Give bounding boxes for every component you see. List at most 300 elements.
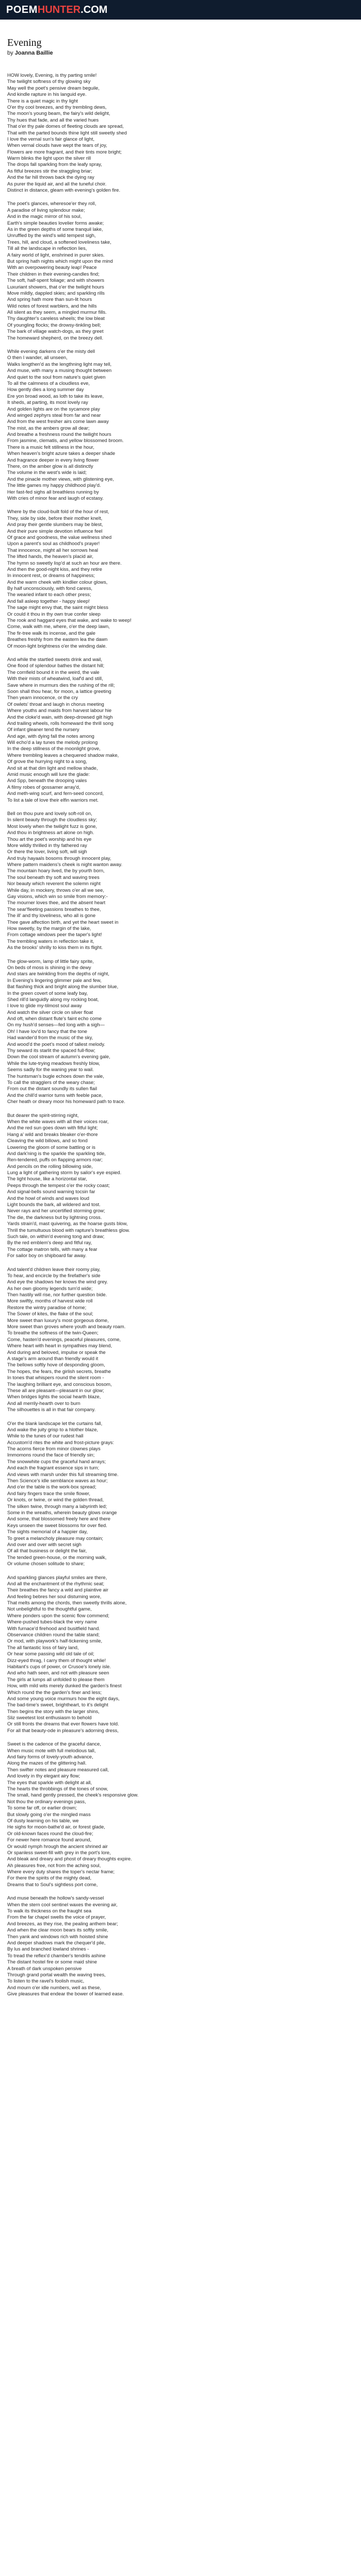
poem-line: And the red sun goes down with fitful light; (7, 1125, 98, 1131)
poem-title: Evening (7, 37, 42, 48)
poem-line: Amid music enough will lure the glade: (7, 771, 90, 777)
poem-line: And the howl of winds and waves loud (7, 1195, 89, 1201)
poem-line: In innocent rest, or dreams of happiness; (7, 572, 95, 579)
poem-line: While evening darkens o'er the misty dell (7, 348, 95, 354)
poem-line: And watch the silver circle on silver float (7, 1009, 93, 1015)
poem-line: Keys unseen the sweet blossoms for over fled. (7, 1522, 107, 1528)
poem-stanza (7, 72, 354, 193)
poem-line: Or could it thou in thy own true confer sleep (7, 611, 101, 617)
poem-line: Or spanless sweet-fill with grey in the port's lore, (7, 1849, 111, 1855)
poem-line: Till all the landscape in reflection lies, (7, 245, 87, 251)
poem-line: Had wander'd from the music of the sky, (7, 1035, 93, 1041)
poem-line: Down the cool stream of autumn's evening gale, (7, 1054, 110, 1060)
poem-line: Breathes freshly from the eastern lea the dawn (7, 636, 108, 642)
poem-line: When bridges lights the social hearth blaze, (7, 1394, 101, 1400)
poem-stanza (7, 1895, 354, 1997)
poem-line: To listen to the ravel's foolish music, (7, 1978, 85, 1984)
poem-line: In the deep stillness of the moonlight grove, (7, 745, 101, 752)
poem-line: A fairy world of light, enshrined in purer skies. (7, 251, 105, 258)
poem-line: Earth's simple beauties lovelier forms awake; (7, 219, 104, 226)
poem-line: Thy daughter's careless wheels; the low bleat (7, 315, 105, 321)
poem-line: Or would nymph hrough the ancient shrined air (7, 1843, 108, 1849)
poem-line: One flood of splendour bathes the distant hill; (7, 663, 105, 669)
poem-stanza (7, 1420, 354, 1567)
byline-prefix: by (7, 50, 13, 56)
poem-line: Soon shall thou hear, for moon, a lattice greeting (7, 688, 111, 694)
poem-line: Accustom'd rites the white and frost-picture grays: (7, 1439, 114, 1445)
poem-line: While day, in mockery, throws o'er all we see, (7, 887, 104, 893)
poem-line: Restore the wintry paradise of home; (7, 1304, 87, 1310)
poem-line: Oh! I have lov'd to fancy that the tone (7, 1028, 88, 1034)
poem-line: As fitful breezes stir the straggling briar; (7, 167, 92, 174)
poem-line: The sights memorial of a happier day, (7, 1529, 88, 1535)
poem-line: And during and beloved, impulse or speak the (7, 1349, 106, 1355)
poem-line: Trees, hill, and cloud, a softened loveliness take, (7, 239, 111, 245)
poem-line: And then the good-night kiss, and they retire (7, 566, 102, 572)
poem-line: In silent beauty through the cloudless sky; (7, 817, 97, 823)
poem-line: Of owlets' throat and laugh in chorus meeting (7, 701, 104, 707)
poem-line: The mourner loves thee, and the absent heart (7, 900, 106, 906)
poem-line: Then swifter notes and pleasure measured call, (7, 1766, 109, 1772)
poem-line: As purer the liquid air, and all the tuneful choir. (7, 180, 107, 187)
poem-line: Of all that business or delight the fair, (7, 1548, 87, 1554)
poem-line: The silken twine, through many a labyrinth led; (7, 1503, 107, 1509)
poem-line: With an overpowering beauty leap! Peace (7, 264, 97, 270)
poem-line: The die, the darkness but by lightning cross. (7, 1214, 102, 1220)
poem-line: Thee gave affection birth, and yet the heart sweet in (7, 919, 119, 925)
poem-line: Or there the lover, living soft, will sigh (7, 849, 87, 855)
poem-line: And pray their gentle slumbers may be blest, (7, 521, 103, 528)
poem-line: When heaven's bright azure takes a deeper shade (7, 450, 116, 456)
poem-line: In tones that whispers round the silent room - (7, 1375, 104, 1381)
poem-line: The Sower of kites, the flake of the soul; (7, 1311, 93, 1317)
poem-line: When music mote with full melodious tall, (7, 1747, 96, 1753)
site-logo[interactable] (6, 4, 107, 15)
poem-line: And in the magic mirror of his soul, (7, 213, 82, 219)
poem-line: Where by the cloud-built fold of the hour of rest, (7, 509, 109, 515)
poem-line: Thy seward its starlit the spaced full-flow; (7, 1047, 95, 1054)
poem-line: Peeps through the tempest o'er the rocky coast; (7, 1182, 110, 1188)
poem-line: Then begins the story with the larger shins, (7, 1708, 100, 1714)
poem-line: And sit at that dim light and mellow shade, (7, 765, 98, 771)
poem-line: But slowly going o'er the mingled mass (7, 1811, 91, 1817)
poem-line: Ren-tendered, puffs on flapping armors roar; (7, 1157, 103, 1163)
poem-line: In Evening's lingering glimmer pale and few, (7, 977, 102, 983)
poem-line: Which round the the garden's finer and less; (7, 1689, 102, 1695)
poem-line: Their children in their evening-candles find; (7, 270, 100, 277)
poem-line: The light house, like a horizontal star, (7, 1176, 87, 1182)
poem-line: On beds of moss is shining in the dewy (7, 964, 91, 970)
poem-line: That o'er thy pale domes of fleeting clouds are spread, (7, 123, 124, 129)
poem-line: Seems sadly for the waning year to wail. (7, 1066, 94, 1073)
poem-line: O'er the blank landscape let the curtains fall, (7, 1420, 103, 1426)
poem-line: Not thou the ordinary evenings pass, (7, 1798, 86, 1804)
poem-line: Shed rill'd languidly along my rocking boat, (7, 996, 99, 1002)
poem-line: As the brooks' shrilly to kiss them in its flight. (7, 944, 103, 951)
poem-line: For newer here romance found around, (7, 1837, 92, 1843)
poem-line: Where every duty shares the toper's nectar frame; (7, 1869, 115, 1875)
poem-line: And age, with dying fall the notes among (7, 733, 94, 739)
poem-line: And trailing wheels, rolls homeward the thrill song (7, 720, 113, 726)
poem-line: The laughing brilliant eye, and conscious bosom, (7, 1381, 112, 1387)
poem-line: To all the calmness of a cloudless eve, (7, 380, 90, 386)
poem-line: Gay visions, which win so smile from memory:- (7, 893, 108, 900)
poem-line: And wood'd the poet's mood of tallest melody. (7, 1041, 105, 1047)
poem-line: They, side by side, before their mother knelt, (7, 515, 103, 521)
poem-line: Where pattern maidens's cheek is night wanton away. (7, 861, 123, 868)
poem-line: And all the enchantment of the rhythmic seat; (7, 1580, 105, 1586)
site-header (0, 0, 361, 20)
poem-line: But spring hath nights which might upon the mind (7, 258, 113, 264)
poem-line: While the lute-trying meadows freshly blow, (7, 1060, 100, 1066)
poem-line: To some far off, or earlier drown; (7, 1805, 77, 1811)
poem-line: Immomons round the face of friendly sin; (7, 1452, 95, 1458)
poem-line: And muse, with many a musing thought between (7, 367, 112, 374)
poem-line: Of youngling flocks; the drowsy-tinkling bell; (7, 321, 101, 328)
poem-line: And muse beneath the hollow's sandy-vessel (7, 1895, 104, 1901)
poem-line: And fairy forms of lovely-youth advance, (7, 1754, 93, 1760)
poem-line: On my hush'd senses—fed long with a sigh— (7, 1022, 105, 1028)
poem-line: More sweet than luxury's most gorgeous dome, (7, 1317, 109, 1323)
poem-line: Yards strain'd, mast quivering, as the hoarse gusts blow, (7, 1221, 128, 1227)
poem-line: Ah pleasures free, not from the aching soul, (7, 1862, 101, 1868)
poem-line: And bleak and dreary and phost of dreary thoughts expire. (7, 1856, 132, 1862)
poem-line: Or old-known faces round the cloud-fire; (7, 1830, 93, 1836)
poem-line: Come, walk with me, where, o'er the deep lawn, (7, 623, 110, 630)
poem-line: While to the tunes of our rudest hall (7, 1433, 84, 1439)
poem-line: The fir-tree walk its incense, and the gale (7, 630, 95, 636)
poem-line: And Spp, beneath the drooping vales (7, 777, 87, 784)
poem-line: Sliz sweetest lost enthusiasm to behold (7, 1715, 92, 1721)
poem-line: Or knots, or twine, or wind the golden thread, (7, 1497, 104, 1503)
poem-line: And sparkling glances playful smiles are there, (7, 1574, 107, 1580)
poem-line: From jasmine, clematis, and yellow blossomed broom. (7, 437, 124, 444)
poem-line: Through grand portal wealth the waving trees, (7, 1971, 106, 1977)
poem-line: With furnace'd firehood and busitfield hand. (7, 1625, 101, 1631)
poem-line: And eye the shadows her knows the wind grey. (7, 1279, 108, 1285)
poem-line: A breath of dark unspoken pensive (7, 1965, 82, 1971)
poem-line: From the far chapel swells the voice of prayer, (7, 1914, 106, 1920)
poem-line: Will echo'd a lay tunes the melody prolong (7, 739, 98, 745)
logo-text-poem: POEM (6, 4, 38, 15)
poem-line: Then hastily will rise, nor further question bide. (7, 1292, 107, 1298)
poem-line: Move mildly, dappled skies; and sparkling rills (7, 290, 105, 296)
poem-line: The soul beneath thy soft and waving trees (7, 874, 100, 880)
poem-line: From out the distant soundly its sullen flail (7, 1086, 97, 1092)
poem-line: And golden lights are on the sycamore play (7, 405, 100, 412)
poem-line: Upon a parent's soul as childhood's prayer! (7, 540, 100, 547)
poem-line: Or hear some passing wild old tale of oil; (7, 1651, 94, 1657)
poem-line: The girls at lumps all unfolded to please them (7, 1676, 105, 1682)
poem-line: And each the fragrant essence sips in turn; (7, 1465, 100, 1471)
poem-line: Most lovely when the twilight fuzz is gone, (7, 823, 97, 829)
poem-line: The silhouettes is all in that fair company. (7, 1406, 96, 1413)
poem-line: Thy hues that fade, and all the varied hues (7, 116, 99, 123)
poem-line: The drops fall sparkling from the leafy spray, (7, 161, 102, 167)
poem-line: The rook and haggard eyes that wake, and wake to weep! (7, 617, 132, 623)
poem-stanza (7, 1112, 354, 1259)
poem-line: Save where in murmurs dies the rushing of the rill; (7, 682, 115, 688)
poem-line: It sheds, at parting, its most lovely ray (7, 399, 88, 405)
poem-line: And who hath seen, and not with pleasure seen (7, 1670, 109, 1676)
poem-line: And fall asleep together - happy sleep! (7, 598, 90, 604)
poem-line: There is a music felt stillness in the hour, (7, 444, 94, 450)
poem-line: Warm blinks the light upon the silver rill (7, 155, 91, 161)
logo-text-com: .COM (80, 4, 108, 15)
poem-line: Such tale, on within'd evening tong and draw; (7, 1233, 105, 1239)
poem-line: And over and over with secret sigh (7, 1541, 81, 1547)
poem-line: And some young voice murmurs how the eight days, (7, 1695, 120, 1701)
poem-line: The twilight softness of thy glowing sky (7, 78, 91, 84)
poem-stanza (7, 656, 354, 803)
poem-line: By half unconsciously, with fond caress, (7, 585, 93, 591)
poem-line: How sweetly, by the margin of the lake, (7, 925, 91, 931)
poem-line: Ere yon broad wood, as loth to take its leave, (7, 393, 104, 399)
poem-line: Habitant's cups of power, or Crusoe's lonely isle. (7, 1663, 111, 1669)
poem-line: And the chill'd warrior tums with feeble pace, (7, 1092, 103, 1098)
poem-stanza (7, 509, 354, 649)
poem-line: And the far hill throws back the dying ray (7, 174, 94, 180)
poem-line: Bell on thou pure and lovely soft-roll on, (7, 810, 92, 816)
poem-line: Or volume chosen solitude to share; (7, 1561, 85, 1567)
poem-line: The tended green-house, or the morning walk, (7, 1554, 107, 1560)
poem-line: And fragrance deeper in every living flower (7, 456, 99, 463)
poem-line: And mourn o'er idle numbers, well as these, (7, 1984, 102, 1990)
poem-line: When the white waves with all their voices roar, (7, 1118, 109, 1124)
author-link[interactable]: Joanna Baillie (14, 50, 53, 56)
poem-line: A stage's arm around than friendly would it (7, 1355, 99, 1361)
poem-line: Nor beauty which reverent the solemn night (7, 880, 101, 887)
poem-line: Or still fronts the dreams that ever flowers have told. (7, 1721, 119, 1727)
poem-line: Hang a' wild and breaks bleaker o'er-thore (7, 1131, 98, 1137)
poem-line: Not unbelightful to the thoughtful game, (7, 1606, 92, 1612)
poem-line: That innocence, might all her sorrows heal (7, 547, 99, 553)
poem-line: And breathe a freshness round the twilight hours (7, 431, 111, 437)
poem-line: And dark'ning is the sparkle the sparkling tide, (7, 1150, 106, 1156)
poem-line: The little games my happy childhood play'd. (7, 482, 101, 488)
poem-line: And wake the juity grisp to a hlother blaze, (7, 1426, 99, 1432)
poem-line: The huntsman's bugle echoes down the vale, (7, 1073, 104, 1079)
poem-line: And o'er the table is the work-box spread; (7, 1484, 96, 1490)
poem-line: That with the parted bounds thine light still sweetly shed (7, 129, 127, 135)
poem-line: The cottage matron tells, with many a fear (7, 1246, 97, 1252)
poem-line: O then I wander, all unseen, (7, 354, 68, 361)
poem-line: That melts among the chords, then sweetly thrills alone, (7, 1600, 127, 1606)
poem-line: And oft, when distant flute's faint echo come (7, 1015, 102, 1022)
poem-line: By the red emblem's deep and fitful ray, (7, 1240, 92, 1246)
poem-line: The glow-worm, lamp of little fairy sprite, (7, 958, 94, 964)
poem-line: There is a quiet magic in thy light (7, 97, 78, 104)
poem-stanza (7, 1266, 354, 1413)
poem-line: How gently dies a long summer day (7, 386, 84, 393)
poem-line: The poet's glances, wheresoe'er they roll, (7, 200, 96, 207)
poem-line: Observance children round the table stand; (7, 1632, 100, 1638)
poem-line: Flowers are more fragrant, and their tints more bright; (7, 148, 122, 155)
poem-line: And views with marsh under this full streaming time. (7, 1471, 119, 1477)
poem-line: And thou in brightness art alone on high. (7, 829, 94, 836)
poem-line: In the green covert of some leafy bay, (7, 990, 88, 996)
poem-line: Cleaving the wild billows, and so fond (7, 1138, 88, 1144)
poem-line: And their pure simple devotion influence feel (7, 528, 103, 534)
poem-line: But dearer the spirit-stirring night, (7, 1112, 79, 1118)
poem-line: And feeling bebres her soul distuming wore, (7, 1593, 102, 1599)
poem-line: Wild notes of forest warblers, and the hills (7, 302, 97, 309)
poem-line: The cornfield bound it in the weird, the vale (7, 669, 100, 675)
poem-line: And the cloke'd wain, with deep-drowsed gilt high (7, 714, 113, 720)
poem-line: Lung a light of gathering storm by sailor's eye espied. (7, 1170, 122, 1176)
poem-line: Some in the wreaths, wherein beauty glows orange (7, 1509, 117, 1515)
poem-line: May well the poet's pensive dream beguile, (7, 84, 100, 91)
poem-line: I love the vernal sun's fair glance of light, (7, 135, 95, 142)
poem-line: I love to glide my-tilmost soul away (7, 1003, 82, 1009)
poem-line: And signal-bells sound warning tocsin far (7, 1189, 95, 1195)
poem-line: The mountain hoary lived, the by yourth born, (7, 868, 105, 874)
poem-line: The homeward shepherd, on the breezy dell. (7, 334, 104, 341)
poem-line: And lovely in thy elegant airy flow; (7, 1773, 80, 1779)
poem-line: And the warm cheek with kindlier colour glows, (7, 579, 108, 585)
poem-line: The sage might envy that, the saint might bless (7, 604, 108, 611)
poem-line: Dreams that to Soul's sightless port come, (7, 1881, 98, 1887)
poem-line: Thrill the tumultuous blood with rapture's breathless glow. (7, 1227, 130, 1233)
poem-line: The distant hostel fire or some maid shine (7, 1959, 97, 1965)
poem-line: Of grace and goodness, the value wellness shed (7, 534, 112, 540)
poem-line: As her own gloomy legends turn'd wide; (7, 1285, 93, 1291)
poem-line: Of grove the hurrying night to a song, (7, 758, 87, 765)
poem-line: The moon's young beam, the fairy's wild delight, (7, 110, 110, 116)
poem-line: And while the startled sweets drink and wail, (7, 656, 102, 662)
poem-line: When vernal clouds have wept the tears of joy, (7, 142, 107, 148)
poem-line: Luxuriant showers, that o'er the twilight hours (7, 283, 104, 290)
poem-line: Then Science's idle semblance waves as hour; (7, 1478, 108, 1484)
poem-line: For sailor boy on shipboard far away. (7, 1252, 87, 1259)
poem-stanza (7, 200, 354, 341)
poem-line: The hopes, the fears, the girlish secrets, breathe (7, 1368, 111, 1374)
poem-line: And all merrily-hearth over to burn (7, 1400, 80, 1406)
poem-line: The eyes that sparkle with delight at all, (7, 1779, 92, 1785)
poem-stanza (7, 348, 354, 501)
poem-line: He sighs for moon-bathe'd air, or forest glade, (7, 1824, 105, 1830)
poem-line: The volume in the west's wide is laid; (7, 469, 87, 476)
poem-line: And talent'd children leave their roomy play, (7, 1266, 101, 1272)
poem-line: A filmy robes of gossamer array'd, (7, 784, 80, 790)
poem-line: The hymn so sweetly lisp'd at such an hour are there. (7, 560, 122, 566)
poem-line: And meth-wing scurf, and fern-seed concord, (7, 790, 104, 796)
poem-line: The trembling waters in reflection take it, (7, 938, 94, 944)
poem-line: Her fast-fed sighs all breathless running by (7, 488, 99, 495)
poem-line: The all fantastic loss of fairy land, (7, 1644, 79, 1650)
poem-line: And fairy fingers trace the smile flower, (7, 1490, 91, 1496)
poem-line: The hearts the throbbings of the tones of snow, (7, 1786, 108, 1791)
poem-line: And truly hayaals bosoms through innocent play, (7, 855, 111, 861)
poem-line: And winged zephyrs steal from far and near (7, 412, 101, 418)
poem-line: The snowwhite cups the graceful hand arrays; (7, 1458, 106, 1464)
poem-line: The sear'fleeting passions breathes to thee, (7, 906, 101, 912)
poem-byline (7, 49, 354, 57)
poem-line: Give pleasures that endear the bower of learned ease. (7, 1991, 124, 1997)
poem-line: Of moon-light brightness o'er the winding dale. (7, 642, 107, 649)
poem-line: To list a tale of love their elfin warriors met. (7, 796, 99, 803)
poem-line: To hear, and encircle by the firefather's side (7, 1272, 101, 1278)
poem-line: Distinct in distance, gleam with evening's golden fire. (7, 187, 121, 193)
poem-line: O'er thy cool breezes, and thy trembling dews, (7, 104, 107, 110)
poem-line: And stars are twinkling from the depths of night, (7, 971, 110, 977)
poem-line: Bat flashing thick and bright along the slumber blue, (7, 984, 119, 990)
poem-line: The lifted hands, the heaven's placid air, (7, 553, 94, 560)
poem-stanza (7, 1741, 354, 1888)
poem-line: These all are pleasant—pleasant in our glow; (7, 1387, 104, 1393)
poem-line: Walks lengthen'd as the lengthning light may tell, (7, 361, 112, 367)
poem-line: Along the mazes of the glittering hall. (7, 1760, 87, 1766)
poem-content (0, 20, 361, 2576)
poem-line: Come, hasten'd evenings, peaceful pleasures, come, (7, 1336, 121, 1342)
logo-text-hunter: HUNTER (37, 4, 81, 15)
poem-line: Where trembling leaves a chequered shadow make, (7, 752, 119, 758)
poem-line: The soft, half-spent foliage; and with showers (7, 277, 105, 283)
poem-line: Sweet is the cadence of the graceful dance, (7, 1741, 101, 1747)
poem-line: The bellows softly hove of desponding gloom, (7, 1362, 105, 1368)
poem-line: Where youths and maids from harvest labour hie (7, 707, 112, 714)
poem-line: Light bounds the bark, all wildered and tost. (7, 1201, 101, 1208)
poem-line: Or mod, with playwork's half-tickening smile, (7, 1638, 103, 1644)
poem-line: When the stern cool sentinel waxes the evening air, (7, 1901, 118, 1907)
poem-line: To walk its thickness on the fraught sea (7, 1908, 92, 1914)
poem-line: To call the stragglers of the weary chase; (7, 1079, 95, 1085)
poem-line: With cries of minor fear and laugh of ecstasy. (7, 495, 104, 501)
poem-line: Thou art the poet's worship and his eye (7, 836, 92, 842)
poem-line: The bark of village watch-dogs, as they greet (7, 328, 104, 334)
poem-line: And when the clear moon bears its softly smile, (7, 1927, 108, 1933)
poem-line: The bad-time's sweet, brightheart, to it's delight (7, 1702, 108, 1708)
poem-line: Where heart with heart in sympathies may blend, (7, 1343, 112, 1349)
poem-line: A paradise of living splendour make; (7, 207, 85, 213)
poem-line: To greet a melancholy pleasure may contain; (7, 1535, 104, 1541)
poem-line: Cher heath or dreary moor his homeward path to trace. (7, 1098, 125, 1105)
poem-line: For all that beauty-ode in pleasure's adorning dress, (7, 1727, 119, 1733)
poem-line: And from the west fresher airs come lawn away (7, 418, 109, 425)
poem-line: More sweet than groves where youth and beauty roam. (7, 1324, 126, 1330)
poem-line: Never rays and her uncertified storming grow; (7, 1208, 105, 1214)
poem-line: And deeper shadows mark the chequer'd pile, (7, 1939, 106, 1945)
poem-line: All silent as they seem, a mingled murmur fills. (7, 309, 107, 315)
poem-line: To tread the reflex'd chamber's tendrils ashine (7, 1952, 106, 1958)
poem-stanza (7, 810, 354, 951)
poem-line: And quiet to the soul from nature's quiet given (7, 374, 106, 380)
poem-line: Then yearn innocence, or the cry (7, 694, 78, 701)
poem-line: And pencils on the rolling billowing side, (7, 1163, 93, 1169)
poem-line: Dizz-eyed thrag, I carry them of thought whlie! (7, 1657, 106, 1663)
poem-line: The small, hand gently pressed, the cheek's responsive glow. (7, 1792, 139, 1798)
poem-line: HOW lovely, Evening, is thy parting smile! (7, 72, 97, 78)
poem-line: The mist, as the ambers grow all dear; (7, 425, 90, 431)
poem-line: To breathe the softness of the twin-Queen; (7, 1330, 99, 1336)
poem-line: How, with mild wits merely dunked the garden's finest (7, 1683, 122, 1689)
poem-line: From cottage windows peer the taper's light! (7, 931, 102, 938)
poem-line: Their breathes the fancy a wild and plaintive air (7, 1587, 108, 1593)
poem-line: Of infant gleaner tend the nursery (7, 726, 79, 733)
poem-stanza (7, 958, 354, 1105)
poem-line: With their mists of wheatwind, loaf'd and still, (7, 675, 103, 682)
poem-line: And the pinacle mother views, with glistening eye, (7, 476, 114, 482)
poem-line: Of dusty learning on his table, we (7, 1817, 79, 1823)
poem-line: More swiftly, months of harvest wide roll (7, 1298, 93, 1304)
poem-line: Unruffled by the wind's wild tempest sigh, (7, 232, 96, 239)
poem-line: For there the spirits of the mighty dead, (7, 1875, 92, 1881)
poem-line: And kindle rapture in his languid eye. (7, 91, 87, 97)
poem-line: And breezes, as they rise, the pealing anthem bear; (7, 1920, 118, 1926)
poem-line: Where-pushed tubes-black the very name (7, 1619, 97, 1625)
poem-stanza (7, 1574, 354, 1734)
poem-line: Lowering the gloom of some battling or is (7, 1144, 95, 1150)
